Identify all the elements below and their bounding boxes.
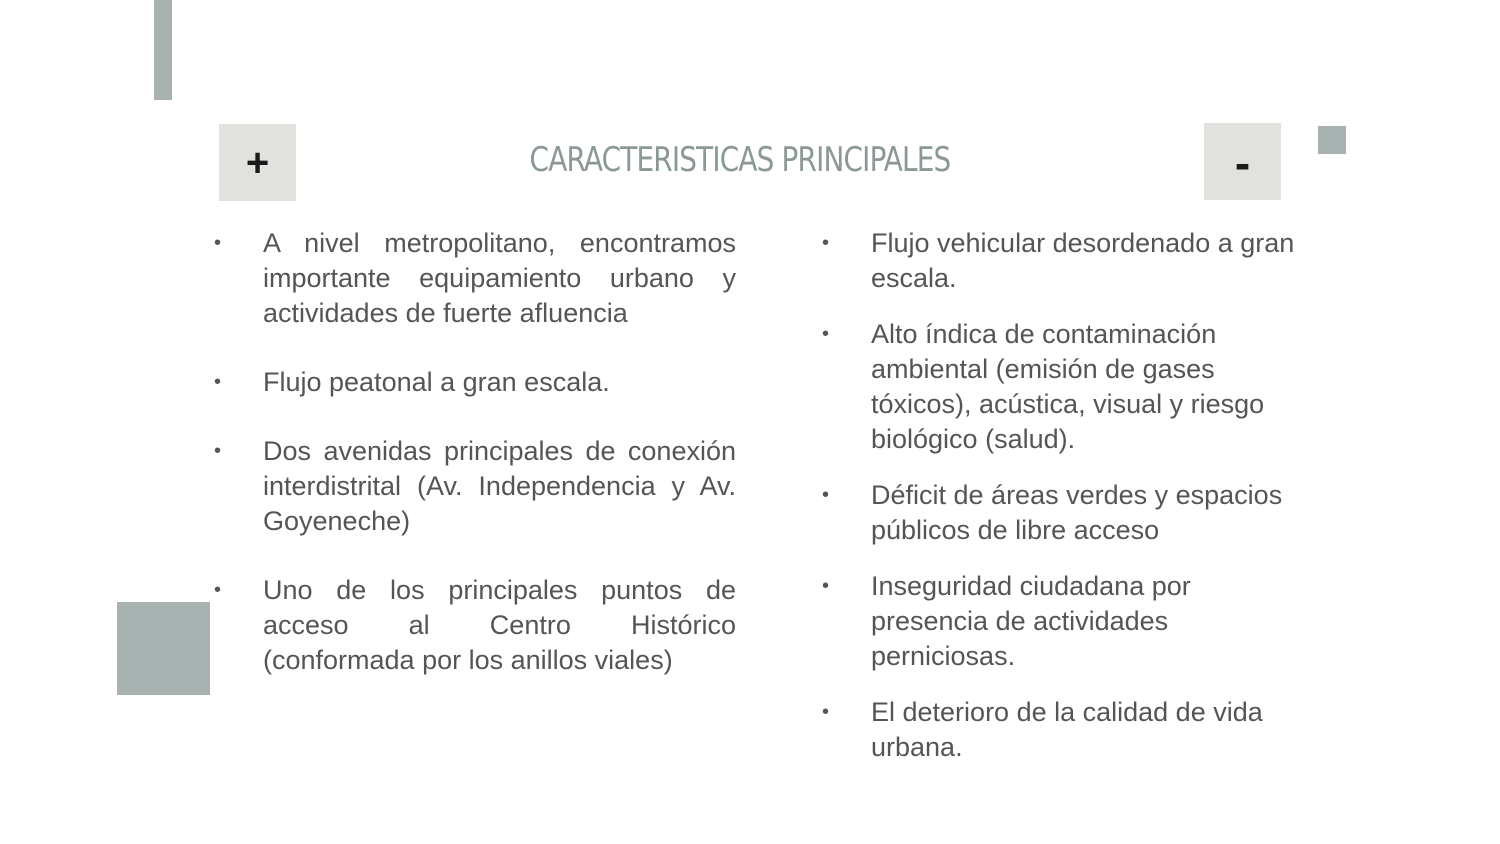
right-bullet-list	[822, 226, 1312, 786]
list-item-text: El deterioro de la calidad de vida urbana.	[871, 697, 1263, 762]
list-item-text: Dos avenidas principales de conexión interdistrital (Av. Independencia y Av. Goyeneche)	[263, 436, 736, 536]
list-item	[214, 573, 736, 678]
bullet-icon: •	[822, 323, 830, 345]
list-item-text: Inseguridad ciudadana por presencia de actividades perniciosas.	[871, 571, 1191, 671]
list-item	[822, 226, 1312, 296]
minus-icon: -	[1234, 137, 1251, 189]
plus-box	[219, 124, 296, 201]
list-item-text: Uno de los principales puntos de acceso al Centro Histórico (conformada por los anillos viales)	[263, 575, 736, 675]
minus-box	[1204, 123, 1281, 200]
bullet-icon: •	[822, 575, 830, 597]
list-item-text: A nivel metropolitano, encontramos importante equipamiento urbano y actividades de fuerte afluencia	[263, 228, 736, 328]
decorative-top-bar	[154, 0, 172, 100]
list-item-text: Flujo peatonal a gran escala.	[263, 367, 610, 397]
decorative-small-square	[1318, 126, 1346, 154]
bullet-icon: •	[214, 371, 222, 393]
list-item-text: Flujo vehicular desordenado a gran escala.	[871, 228, 1295, 293]
list-item	[214, 226, 736, 331]
bullet-icon: •	[214, 440, 222, 462]
bullet-icon: •	[822, 232, 830, 254]
list-item	[822, 317, 1312, 457]
list-item	[822, 695, 1312, 765]
list-item	[214, 434, 736, 539]
slide-title: CARACTERISTICAS PRINCIPALES	[529, 140, 951, 180]
bullet-icon: •	[822, 701, 830, 723]
list-item	[822, 569, 1312, 674]
list-item	[214, 365, 736, 400]
list-item-text: Alto índica de contaminación ambiental (emisión de gases tóxicos), acústica, visual y riesgo biológico (salud).	[871, 319, 1265, 454]
bullet-icon: •	[822, 484, 830, 506]
left-bullet-list	[214, 226, 736, 712]
decorative-big-square	[117, 602, 210, 695]
plus-icon: +	[245, 140, 270, 185]
bullet-icon: •	[214, 579, 222, 601]
list-item-text: Déficit de áreas verdes y espacios públicos de libre acceso	[871, 480, 1283, 545]
list-item	[822, 478, 1312, 548]
bullet-icon: •	[214, 232, 222, 254]
